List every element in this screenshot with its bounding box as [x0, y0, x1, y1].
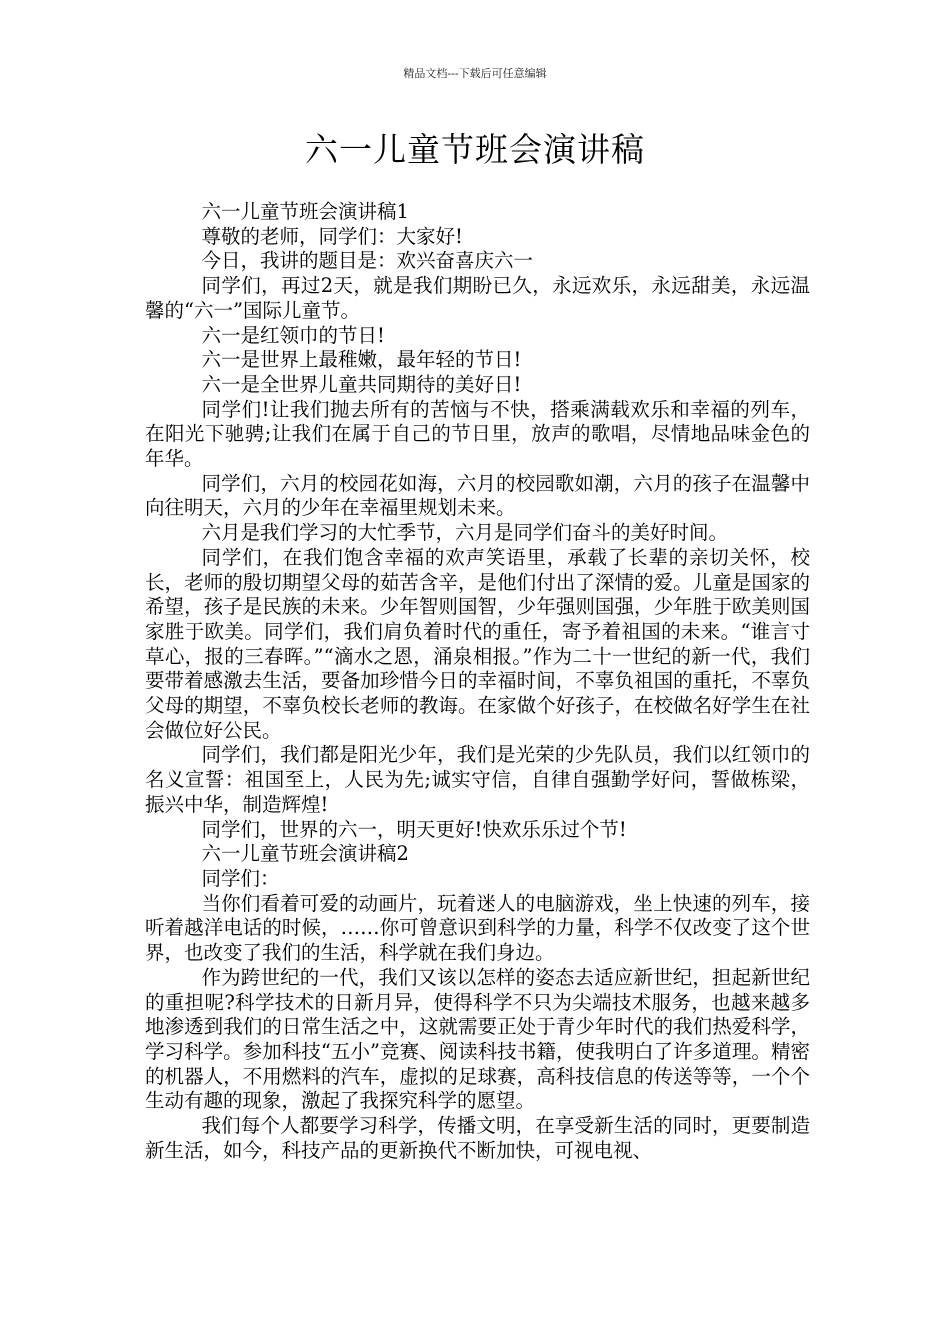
- page-header: 精品文档---下载后可任意编辑: [403, 67, 547, 80]
- paragraph: 当你们看着可爱的动画片，玩着迷人的电脑游戏，坐上快速的列车，接听着越洋电话的时候，……你可曾意识到科学的力量，科学不仅改变了这个世界，也改变了我们的生活，科学就在我们身边。: [145, 891, 810, 965]
- paragraph: 六月是我们学习的大忙季节，六月是同学们奋斗的美好时间。: [201, 521, 729, 545]
- paragraph: 同学们：: [201, 866, 280, 890]
- paragraph: 同学们!让我们抛去所有的苦恼与不快，搭乘满载欢乐和幸福的列车，在阳光下驰骋;让我们在属于自己的节日里，放声的歌唱，尽情地品味金色的年华。: [145, 397, 810, 471]
- paragraph: 六一是世界上最稚嫩，最年轻的节日!: [201, 348, 522, 372]
- paragraph: 同学们，世界的六一，明天更好!快欢乐乐过个节!: [201, 817, 627, 841]
- paragraph: 六一儿童节班会演讲稿2: [201, 842, 409, 866]
- paragraph: 作为跨世纪的一代，我们又该以怎样的姿态去适应新世纪，担起新世纪的重担呢?科学技术的日新月异，使得科学不只为尖端技术服务，也越来越多地渗透到我们的日常生活之中，这就需要正处于青少年时代的我们热爱科学，学习科学。参加科技“五小”竞赛、阅读科技书籍，使我明白了许多道理。精密的机器人，不用燃料的汽车，虚拟的足球赛，高科技信息的传送等等，一个个生动有趣的现象，激起了我探究科学的愿望。: [145, 965, 810, 1113]
- paragraph: 同学们，在我们饱含幸福的欢声笑语里，承载了长辈的亲切关怀，校长，老师的殷切期望父母的茹苦含辛，是他们付出了深情的爱。儿童是国家的希望，孩子是民族的未来。少年智则国智，少年强则国强，少年胜于欧美则国家胜于欧美。同学们，我们肩负着时代的重任，寄予着祖国的未来。“谁言寸草心，报的三春晖。”“滴水之恩，涌泉相报。”作为二十一世纪的新一代，我们要带着感激去生活，要备加珍惜今日的幸福时间，不辜负祖国的重托，不辜负父母的期望，不辜负校长老师的教诲。在家做个好孩子，在校做名好学生在社会做位好公民。: [145, 545, 810, 742]
- paragraph: 我们每个人都要学习科学，传播文明，在享受新生活的同时，更要制造新生活，如今，科技产品的更新换代不断加快，可视电视、: [145, 1114, 810, 1162]
- paragraph: 六一是全世界儿童共同期待的美好日!: [201, 372, 522, 396]
- paragraph: 同学们，我们都是阳光少年，我们是光荣的少先队员，我们以红领巾的名义宣誓：祖国至上，人民为先;诚实守信，自律自强勤学好问，誓做栋梁，振兴中华，制造辉煌!: [145, 743, 810, 816]
- paragraph: 六一是红领巾的节日!: [201, 323, 385, 347]
- paragraph: 六一儿童节班会演讲稿1: [201, 200, 409, 223]
- document-title: 六一儿童节班会演讲稿: [305, 130, 645, 169]
- paragraph: 同学们，六月的校园花如海，六月的校园歌如潮，六月的孩子在温馨中向往明天，六月的少年在幸福里规划未来。: [145, 471, 810, 520]
- document-body: [145, 200, 810, 1163]
- paragraph: 今日，我讲的题目是：欢兴奋喜庆六一: [201, 249, 534, 273]
- paragraph: 尊敬的老师，同学们：大家好!: [201, 224, 463, 248]
- paragraph: 同学们，再过2天，就是我们期盼已久，永远欢乐，永远甜美，永远温馨的“六一”国际儿童节。: [145, 274, 810, 322]
